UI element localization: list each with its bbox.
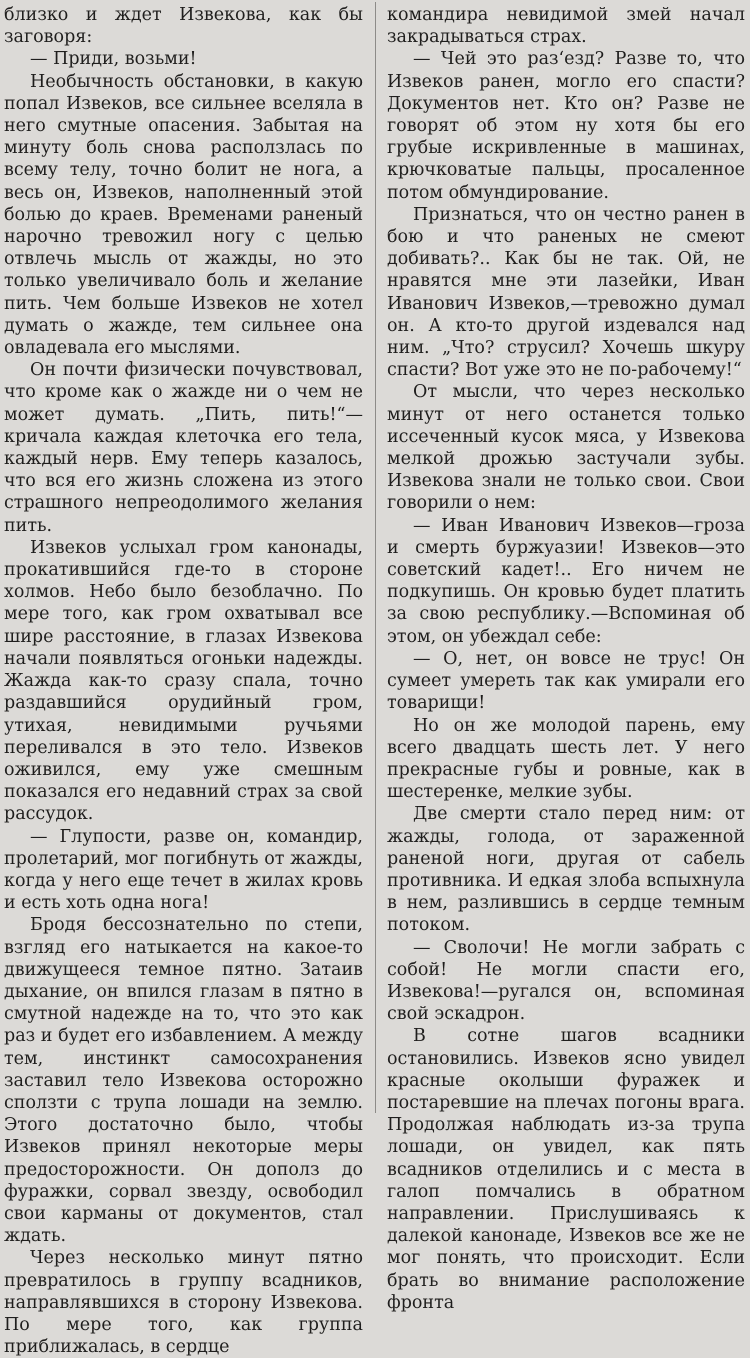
paragraph: — Сволочи! Не могли забрать с собой! Не могли спасти его, Извекова!—ругался он, вспоминая свой эскадрон. bbox=[387, 937, 745, 1025]
paragraph: Необычность обстановки, в какую попал Извеков, все сильнее вселяла в него смутные опасения. Забытая на минуту боль снова расползлась по всему телу, точно болит не нога, а весь он, Извеков, наполненный этой болью до краев. Временами раненый нарочно тревожил ногу с целью отвлечь мысль от жажды, но это только увеличивало боль и желание пить. Чем больше Извеков не хотел думать о жажде, тем сильнее она овладевала его мыслями. bbox=[4, 71, 363, 359]
column-divider bbox=[375, 2, 376, 1113]
paragraph: В сотне шагов всадники остановились. Извеков ясно увидел красные околыши фуражек и постаревшие на плечах погоны врага. Продолжая наблюдать из-за трупа лошади, он увидел, как пять всадников отделились и с места в галоп помчались в обратном направлении. Прислушиваясь к далекой канонаде, Извеков все же не мог понять, что происходит. Если брать во внимание расположение фронта bbox=[387, 1026, 745, 1313]
paragraph: Бродя бессознательно по степи, взгляд его натыкается на какое-то движущееся темное пятно. Затаив дыхание, он впился глазам в пятно в смутной надежде на то, что это как раз и будет его избавлением. А между тем, инстинкт самосохранения заставил тело Извекова осторожно сползти с трупа лошади на землю. Этого достаточно было, чтобы Извеков принял некоторые меры предосторожности. Он дополз до фуражки, сорвал звезду, освободил свои карманы от документов, стал ждать. bbox=[4, 915, 363, 1247]
paragraph: — Иван Иванович Извеков—гроза и смерть буржуазии! Извеков—это советский кадет!.. Его ничем не подкупишь. Он кровью будет платить за свою республику.—Вспоминая об этом, он убеждал себе: bbox=[387, 515, 745, 647]
paragraph: Но он же молодой парень, ему всего двадцать шесть лет. У него прекрасные губы и ровные, как в шестеренке, мелкие зубы. bbox=[387, 715, 745, 803]
right-column bbox=[387, 4, 745, 1313]
paragraph: — Чей это раз‘езд? Разве то, что Извеков ранен, могло его спасти? Документов нет. Кто он? Разве не говорят об этом ну хотя бы его грубые искривленные в машинах, крючковатые пальцы, просаленное потом обмундирование. bbox=[387, 49, 745, 203]
paragraph: — Приди, возьми! bbox=[30, 49, 197, 70]
paragraph: От мысли, что через несколько минут от него останется только иссеченный кусок мяса, у Извекова мелкой дрожью застучали зубы. Извекова знали не только свои. Свои говорили о нем: bbox=[387, 382, 745, 514]
left-column bbox=[4, 4, 363, 1358]
paragraph: Две смерти стало перед ним: от жажды, голода, от зараженной раненой ноги, другая от сабель противника. И едкая злоба вспыхнула в нем, разлившись в сердце темным потоком. bbox=[387, 804, 745, 936]
paragraph: — Глупости, разве он, командир, пролетарий, мог погибнуть от жажды, когда у него еще течет в жилах кровь и есть хоть одна нога! bbox=[4, 826, 363, 914]
paragraph: Он почти физически почувствовал, что кроме как о жажде ни о чем не может думать. „Пить, пить!“—кричала каждая клеточка его тела, каждый нерв. Ему теперь казалось, что вся его жизнь сложена из этого страшного непреодолимого желания пить. bbox=[4, 360, 363, 536]
paragraph: близко и ждет Извекова, как бы заговоря: bbox=[4, 5, 363, 48]
paragraph: — О, нет, он вовсе не трус! Он сумеет умереть так как умирали его товарищи! bbox=[387, 648, 745, 714]
paragraph: Через несколько минут пятно превратилось в группу всадников, направлявшихся в сторону Извекова. По мере того, как группа приближалась, в сердце bbox=[4, 1248, 363, 1358]
paragraph: Извеков услыхал гром канонады, прокатившийся где-то в стороне холмов. Небо было безоблачно. По мере того, как гром охватывал все шире расстояние, в глазах Извекова начали появляться огоньки надежды. Жажда как-то сразу спала, точно раздавшийся орудийный гром, утихая, невидимыми ручьями переливался в это тело. Извеков оживился, ему уже смешным показался его недавний страх за свой рассудок. bbox=[4, 537, 363, 825]
paragraph: командира невидимой змей начал закрадываться страх. bbox=[387, 5, 745, 48]
paragraph: Признаться, что он честно ранен в бою и что раненых не смеют добивать?.. Как бы не так. Ой, не нравятся мне эти лазейки, Иван Иванович Извеков,—тревожно думал он. А кто-то другой издевался над ним. „Что? струсил? Хочешь шкуру спасти? Вот уже это не по-рабочему!“ bbox=[387, 204, 745, 381]
